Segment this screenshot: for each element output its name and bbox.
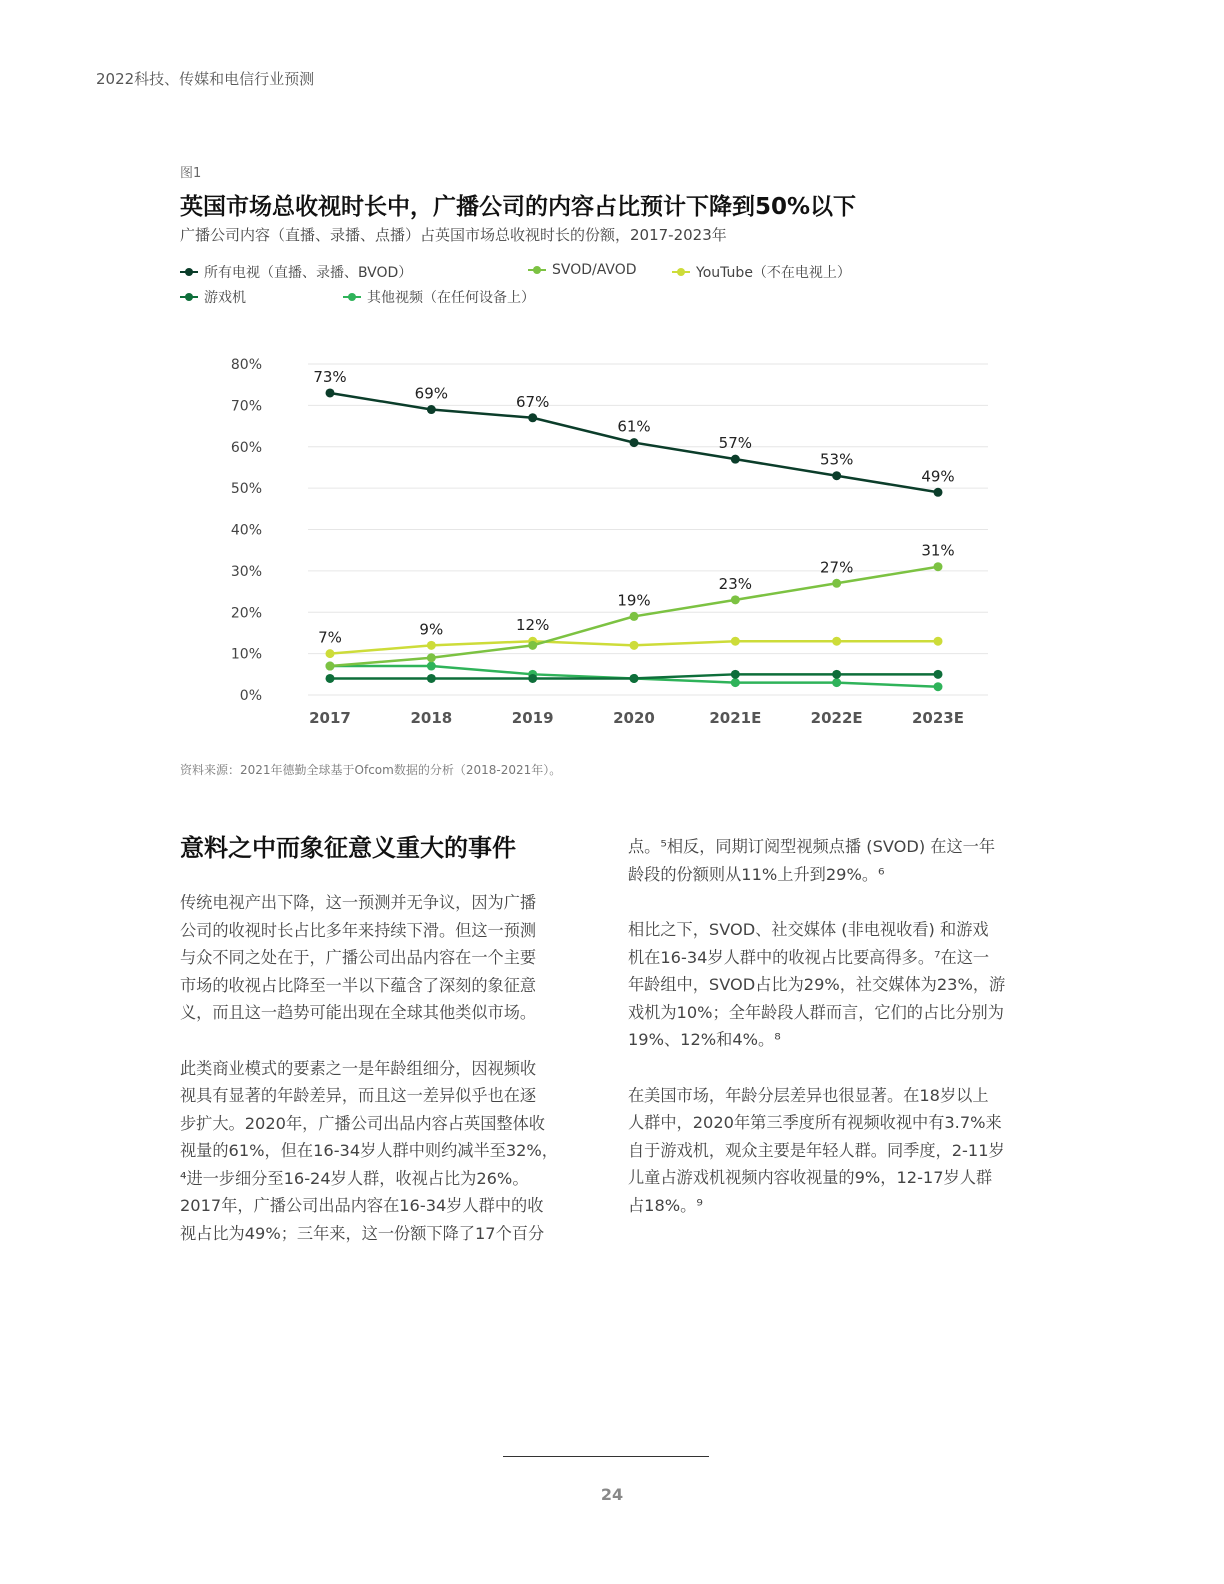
text-line: 视量的61%，但在16-34岁人群中则约减半至32%，: [180, 1141, 558, 1160]
paragraph: [180, 1055, 585, 1248]
text-line: ⁴进一步细分至16-24岁人群，收视占比为26%。: [180, 1168, 529, 1188]
x-tick-label: 2020: [613, 709, 655, 727]
text-line: 儿童占游戏机视频内容收视量的9%，12-17岁人群: [628, 1168, 993, 1187]
text-line: 人群中，2020年第三季度所有视频收视中有3.7%来: [628, 1113, 1002, 1132]
text-line: 年龄组中，SVOD占比为29%，社交媒体为23%，游: [628, 975, 1006, 994]
data-label: 19%: [617, 591, 651, 610]
data-point-gaming: [731, 670, 740, 679]
data-point-youtube: [427, 641, 436, 650]
legend-swatch-svod: [528, 265, 546, 275]
y-tick-label: 30%: [230, 563, 262, 580]
text-line: 视占比为49%；三年来，这一份额下降了17个百分: [180, 1223, 545, 1243]
paragraph: [628, 1082, 1033, 1220]
data-point-gaming: [832, 670, 841, 679]
figure-source: 资料来源：2021年德勤全球基于Ofcom数据的分析（2018-2021年）。: [180, 763, 562, 777]
text-line: 19%、12%和4%。⁸: [628, 1030, 781, 1049]
text-line: 戏机为10%；全年龄段人群而言，它们的占比分别为: [628, 1002, 1004, 1022]
data-point-gaming: [630, 674, 639, 683]
data-point-svod: [326, 662, 335, 671]
data-point-svod: [630, 612, 639, 621]
data-label: 7%: [318, 628, 342, 647]
data-point-svod: [528, 641, 537, 650]
chart-legend: [180, 262, 1060, 310]
data-point-svod: [427, 653, 436, 662]
text-line: 与众不同之处在于，广播公司出品内容在一个主要: [180, 948, 537, 967]
data-point-all_tv: [528, 413, 537, 422]
data-label: 57%: [718, 434, 753, 453]
paragraph: [180, 889, 585, 1027]
y-tick-label: 80%: [230, 357, 262, 373]
text-line: 步扩大。2020年，广播公司出品内容占英国整体收: [180, 1113, 545, 1133]
y-tick-label: 60%: [230, 439, 262, 456]
data-label: 69%: [414, 384, 449, 403]
text-line: 在美国市场，年龄分层差异也很显著。在18岁以上: [628, 1085, 989, 1105]
legend-item-other-video: [343, 287, 535, 307]
text-line: 市场的收视占比降至一半以下蕴含了深刻的象征意: [180, 975, 537, 995]
data-label: 49%: [921, 467, 955, 486]
text-line: 机在16-34岁人群中的收视占比要高得多。⁷在这一: [628, 947, 990, 967]
page-number: 24: [600, 1485, 624, 1504]
text-line: 传统电视产出下降，这一预测并无争议，因为广播: [180, 893, 537, 912]
x-tick-label: 2023E: [912, 709, 964, 727]
data-point-youtube: [832, 637, 841, 646]
data-point-svod: [934, 562, 943, 571]
text-line: 龄段的份额则从11%上升到29%。⁶: [628, 864, 885, 884]
figure-subtitle: 广播公司内容（直播、录播、点播）占英国市场总收视时长的份额，2017-2023年: [180, 226, 727, 244]
data-label: 23%: [718, 574, 753, 593]
figure-title: 英国市场总收视时长中，广播公司的内容占比预计下降到50%以下: [180, 194, 857, 220]
text-line: 视具有显著的年龄差异，而且这一差异似乎也在逐: [180, 1086, 537, 1105]
data-label: 12%: [515, 616, 550, 635]
data-point-gaming: [427, 674, 436, 683]
legend-item-svod: [528, 262, 637, 278]
data-point-all_tv: [326, 388, 335, 397]
data-point-other_video: [427, 662, 436, 671]
y-tick-label: 0%: [239, 688, 262, 704]
data-point-svod: [832, 579, 841, 588]
data-label: 31%: [921, 541, 955, 560]
data-label: 67%: [515, 392, 550, 411]
body-column-left: [180, 889, 585, 1275]
data-label: 27%: [819, 558, 854, 577]
data-point-youtube: [630, 641, 639, 650]
text-line: 占18%。⁹: [628, 1195, 703, 1215]
legend-swatch-other-video: [343, 292, 361, 302]
text-line: 点。⁵相反，同期订阅型视频点播 (SVOD) 在这一年: [628, 837, 996, 856]
data-point-svod: [731, 595, 740, 604]
running-header: 2022科技、传媒和电信行业预测: [96, 70, 315, 88]
legend-swatch-all-tv: [180, 267, 198, 277]
data-point-other_video: [934, 682, 943, 691]
legend-label: 游戏机: [204, 290, 246, 306]
paragraph: [628, 833, 1033, 888]
x-tick-label: 2022E: [810, 709, 863, 727]
x-tick-label: 2019: [511, 709, 554, 727]
line-chart: [180, 340, 1010, 740]
text-line: 2017年，广播公司出品内容在16-34岁人群中的收: [180, 1196, 544, 1215]
data-point-all_tv: [832, 471, 841, 480]
legend-label: 其他视频（在任何设备上）: [367, 290, 535, 306]
x-tick-label: 2017: [309, 709, 351, 727]
legend-label: SVOD/AVOD: [552, 262, 637, 278]
body-column-right: [628, 833, 1033, 1247]
text-line: 自于游戏机，观众主要是年轻人群。同季度，2-11岁: [628, 1140, 1005, 1160]
legend-label: YouTube（不在电视上）: [696, 265, 851, 281]
section-heading: 意料之中而象征意义重大的事件: [180, 834, 516, 862]
data-label: 61%: [617, 417, 651, 436]
text-line: 此类商业模式的要素之一是年龄组细分，因视频收: [180, 1058, 537, 1078]
data-point-gaming: [528, 674, 537, 683]
figure-label: 图1: [180, 166, 202, 181]
legend-swatch-gaming: [180, 292, 198, 302]
y-tick-label: 70%: [230, 398, 262, 415]
data-point-youtube: [731, 637, 740, 646]
legend-item-youtube: [672, 262, 851, 282]
paragraph: [628, 916, 1033, 1054]
x-tick-label: 2021E: [709, 709, 762, 727]
data-point-youtube: [326, 649, 335, 658]
data-point-all_tv: [427, 405, 436, 414]
data-point-youtube: [934, 637, 943, 646]
data-point-all_tv: [731, 455, 740, 464]
data-point-all_tv: [630, 438, 639, 447]
y-tick-label: 50%: [230, 481, 262, 498]
data-point-other_video: [832, 678, 841, 687]
data-label: 9%: [419, 620, 444, 639]
y-tick-label: 10%: [230, 646, 262, 663]
legend-item-all-tv: [180, 262, 412, 282]
text-line: 公司的收视时长占比多年来持续下滑。但这一预测: [180, 920, 537, 940]
data-point-gaming: [326, 674, 335, 683]
data-label: 53%: [819, 450, 854, 469]
data-point-other_video: [731, 678, 740, 687]
legend-swatch-youtube: [672, 267, 690, 277]
data-label: 73%: [313, 367, 347, 386]
footer-rule: [503, 1456, 709, 1457]
legend-item-gaming: [180, 287, 246, 307]
text-line: 义，而且这一趋势可能出现在全球其他类似市场。: [180, 1003, 537, 1022]
legend-label: 所有电视（直播、录播、BVOD）: [204, 265, 413, 281]
y-tick-label: 40%: [230, 522, 262, 539]
text-line: 相比之下，SVOD、社交媒体 (非电视收看) 和游戏: [628, 920, 989, 939]
y-tick-label: 20%: [230, 605, 262, 622]
data-point-gaming: [934, 670, 943, 679]
data-point-all_tv: [934, 488, 943, 497]
x-tick-label: 2018: [410, 709, 453, 727]
